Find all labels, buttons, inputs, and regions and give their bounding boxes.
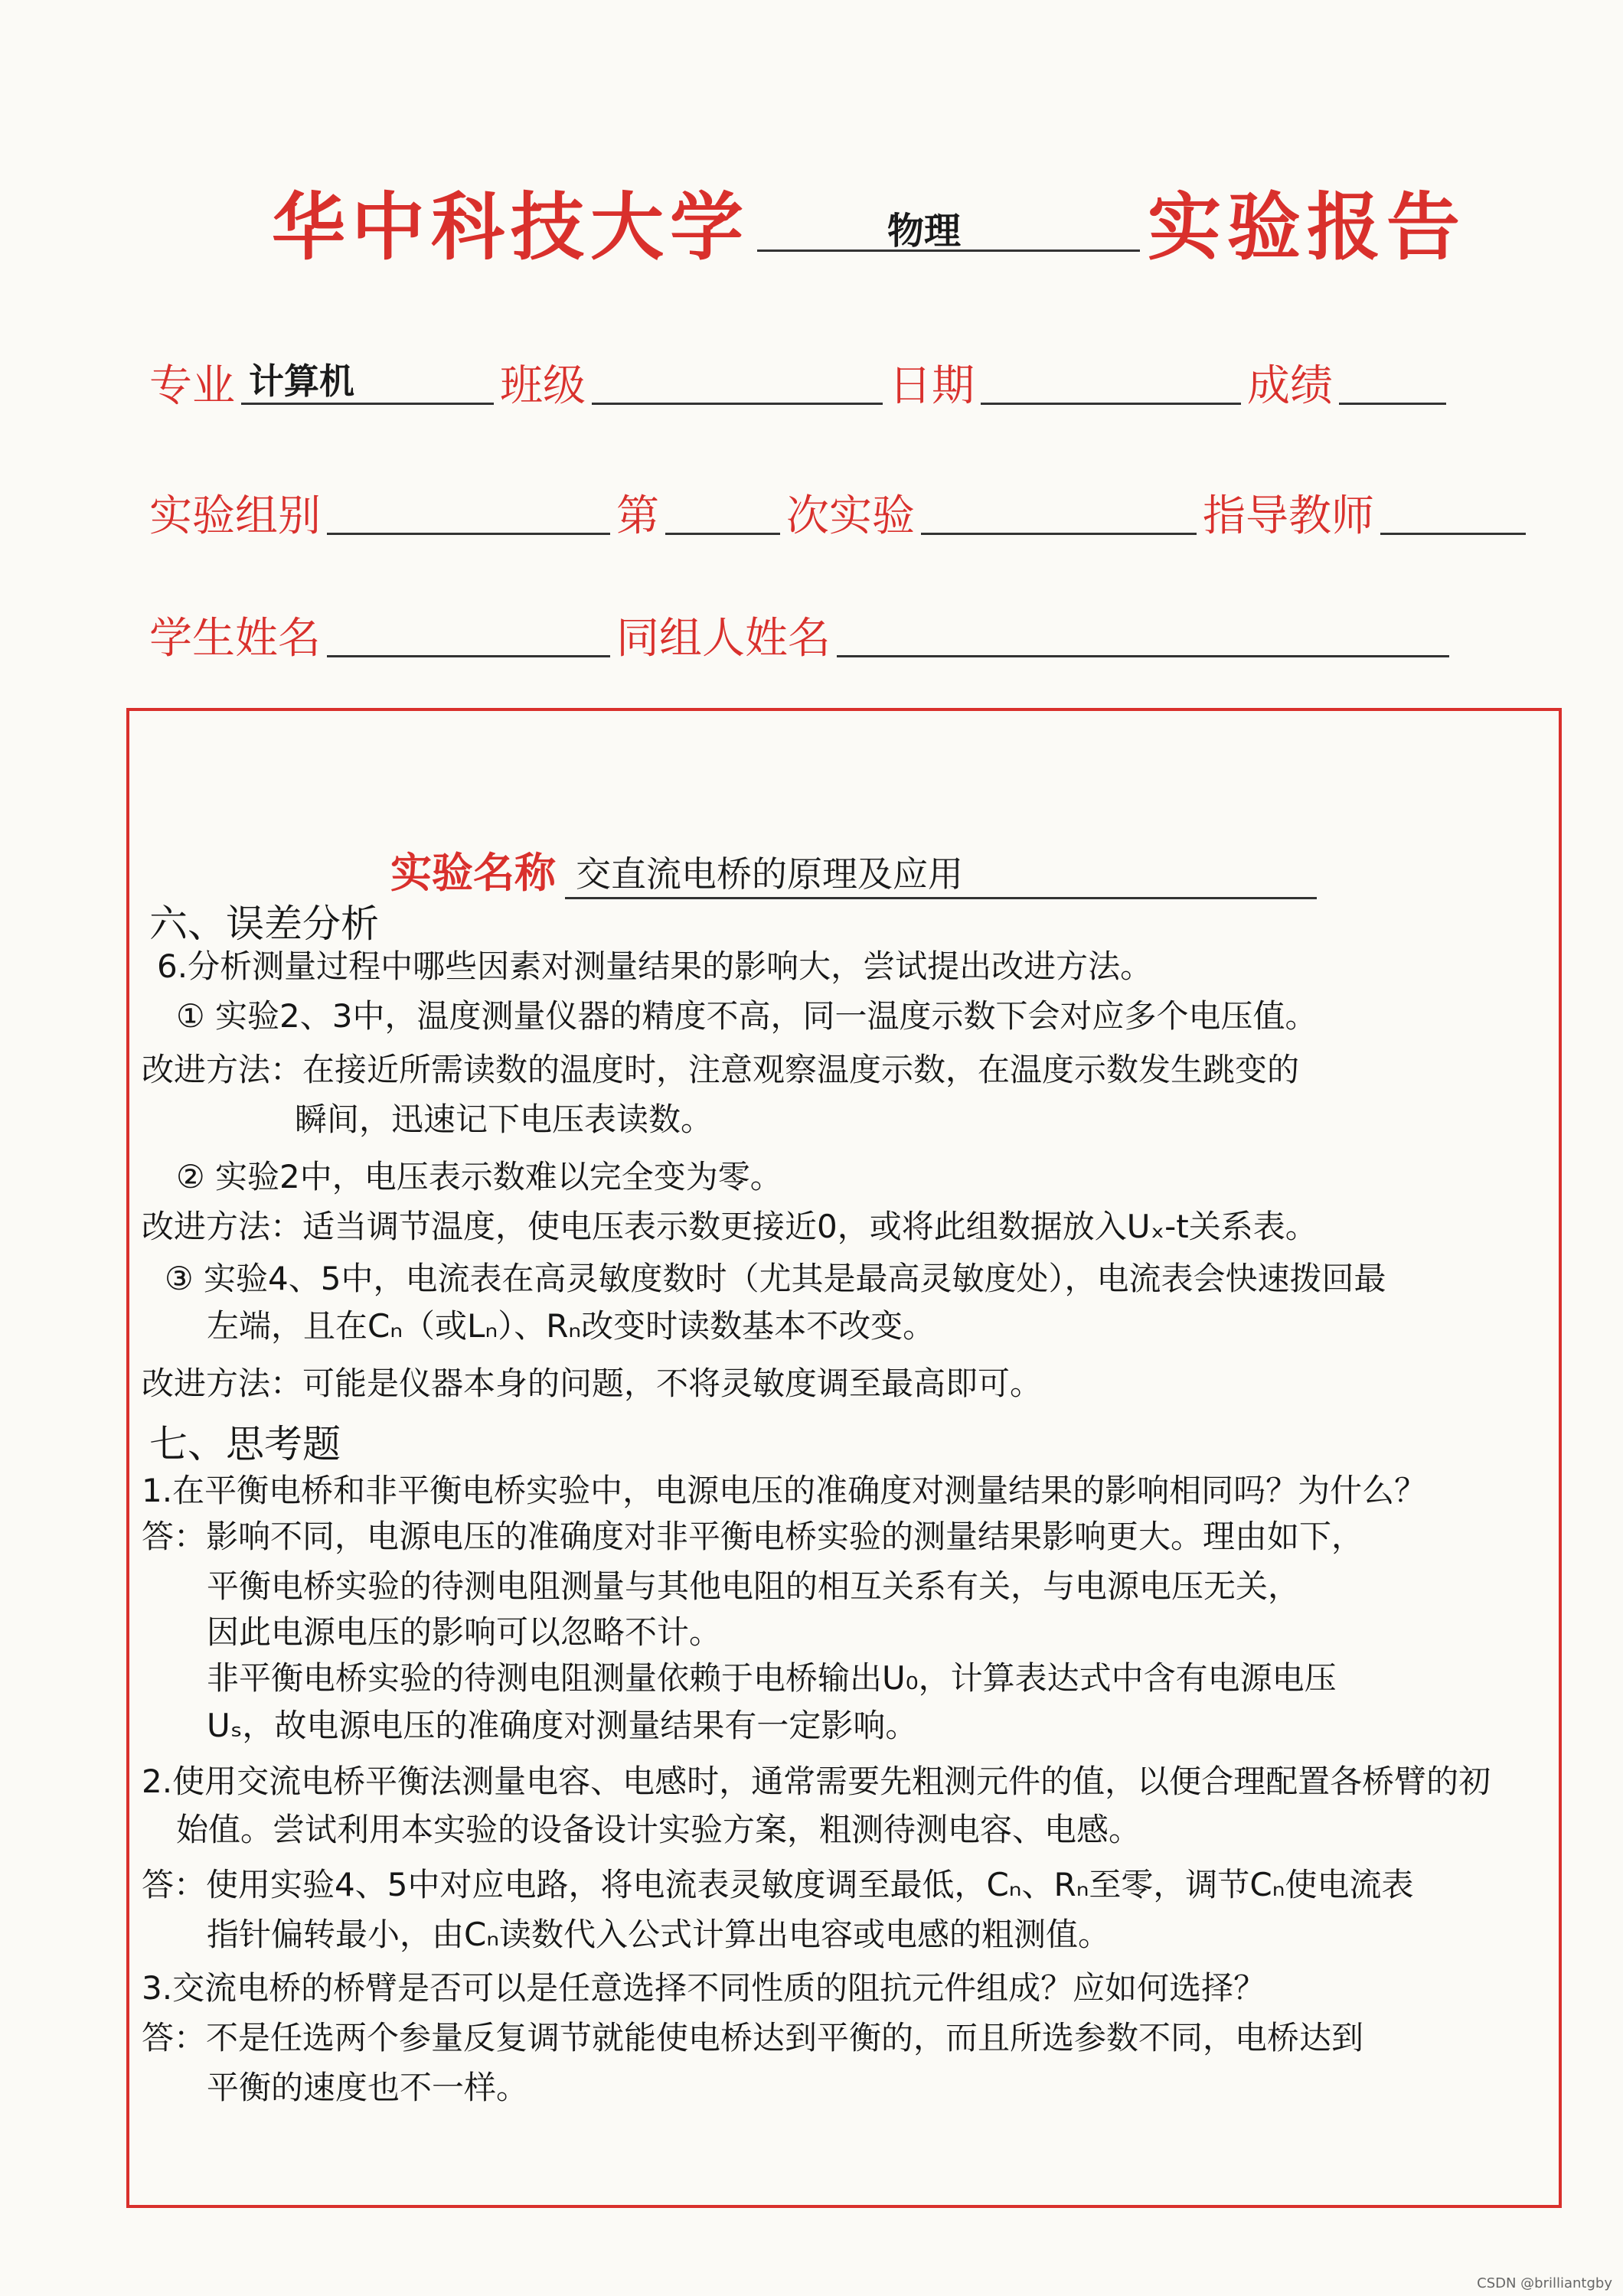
answer-line: 瞬间，迅速记下电压表读数。: [295, 1101, 714, 1138]
experiment-name-field: [565, 851, 1317, 899]
question-1: 1.在平衡电桥和非平衡电桥实验中，电源电压的准确度对测量结果的影响相同吗？为什么？: [142, 1472, 1427, 1509]
class-field: [592, 360, 883, 405]
subject-value: 物理: [887, 210, 962, 253]
experiment-name-label: 实验名称: [390, 848, 556, 897]
answer-line: 改进方法：可能是仪器本身的问题，不将灵敏度调至最高即可。: [142, 1365, 1043, 1402]
grade-label: 成绩: [1247, 361, 1333, 411]
major-value: 计算机: [249, 360, 354, 402]
section-error-analysis: 六、误差分析: [149, 902, 379, 946]
date-field: [981, 360, 1241, 405]
info-row-3: [149, 612, 1455, 664]
teacher-label: 指导教师: [1203, 491, 1374, 541]
times-field: [921, 490, 1197, 535]
major-field: [241, 360, 494, 405]
answer-line: 平衡电桥实验的待测电阻测量与其他电阻的相互关系有关，与电源电压无关，: [207, 1567, 1301, 1605]
experiment-name-value: 交直流电桥的原理及应用: [576, 853, 963, 895]
nth-label: 第: [616, 491, 659, 541]
section-thinking-questions: 七、思考题: [149, 1422, 341, 1466]
answer-line: 左端，且在Cₙ（或Lₙ）、Rₙ改变时读数基本不改变。: [207, 1307, 936, 1345]
answer-line: 答：影响不同，电源电压的准确度对非平衡电桥实验的测量结果影响更大。理由如下，: [142, 1518, 1364, 1555]
answer-line: ③ 实验4、5中，电流表在高灵敏度数时（尤其是最高灵敏度处），电流表会快速拨回最: [165, 1260, 1386, 1297]
question-2: 2.使用交流电桥平衡法测量电容、电感时，通常需要先粗测元件的值，以便合理配置各桥臂的初: [142, 1763, 1491, 1800]
answer-line: ② 实验2中，电压表示数难以完全变为零。: [176, 1158, 782, 1195]
answer-line: 改进方法：适当调节温度，使电压表示数更接近0，或将此组数据放入Uₓ-t关系表。: [142, 1208, 1318, 1245]
partner-label: 同组人姓名: [616, 614, 831, 664]
answer-line: Uₛ，故电源电压的准确度对测量结果有一定影响。: [207, 1707, 918, 1744]
partner-field: [837, 612, 1449, 657]
class-label: 班级: [500, 361, 586, 411]
subject-field: [757, 196, 1140, 252]
times-label: 次实验: [786, 491, 915, 541]
teacher-field: [1380, 490, 1526, 535]
report-title: [272, 172, 1466, 270]
date-label: 日期: [889, 361, 975, 411]
grade-field: [1339, 360, 1446, 405]
answer-line: 指针偏转最小，由Cₙ读数代入公式计算出电容或电感的粗测值。: [207, 1916, 1111, 1953]
answer-line: 因此电源电压的影响可以忽略不计。: [207, 1613, 722, 1651]
question-3: 3.交流电桥的桥臂是否可以是任意选择不同性质的阻抗元件组成？应如何选择？: [142, 1969, 1266, 2007]
student-field: [327, 612, 610, 657]
answer-line: 改进方法：在接近所需读数的温度时，注意观察温度示数，在温度示数发生跳变的: [142, 1051, 1300, 1088]
nth-field: [665, 490, 780, 535]
experiment-name: [390, 846, 1317, 899]
question-2-cont: 始值。尝试利用本实验的设备设计实验方案，粗测待测电容、电感。: [176, 1811, 1141, 1848]
watermark: CSDN @brilliantgby: [1477, 2275, 1612, 2291]
answer-line: ① 实验2、3中，温度测量仪器的精度不高，同一温度示数下会对应多个电压值。: [176, 997, 1318, 1035]
answer-line: 平衡的速度也不一样。: [207, 2069, 529, 2106]
answer-line: 非平衡电桥实验的待测电阻测量依赖于电桥输出U₀，计算表达式中含有电源电压: [207, 1659, 1337, 1697]
university-name: 华中科技大学: [272, 184, 749, 270]
answer-line: 答：使用实验4、5中对应电路，将电流表灵敏度调至最低，Cₙ、Rₙ至零，调节Cₙ使电流表: [142, 1866, 1414, 1903]
info-row-1: [149, 360, 1452, 411]
report-type: 实验报告: [1148, 184, 1466, 270]
major-label: 专业: [149, 361, 235, 411]
student-label: 学生姓名: [149, 614, 321, 664]
question-6: 6.分析测量过程中哪些因素对测量结果的影响大，尝试提出改进方法。: [157, 947, 1153, 985]
info-row-2: [149, 490, 1532, 541]
group-label: 实验组别: [149, 491, 321, 541]
group-field: [327, 490, 610, 535]
answer-line: 答：不是任选两个参量反复调节就能使电桥达到平衡的，而且所选参数不同，电桥达到: [142, 2019, 1364, 2056]
